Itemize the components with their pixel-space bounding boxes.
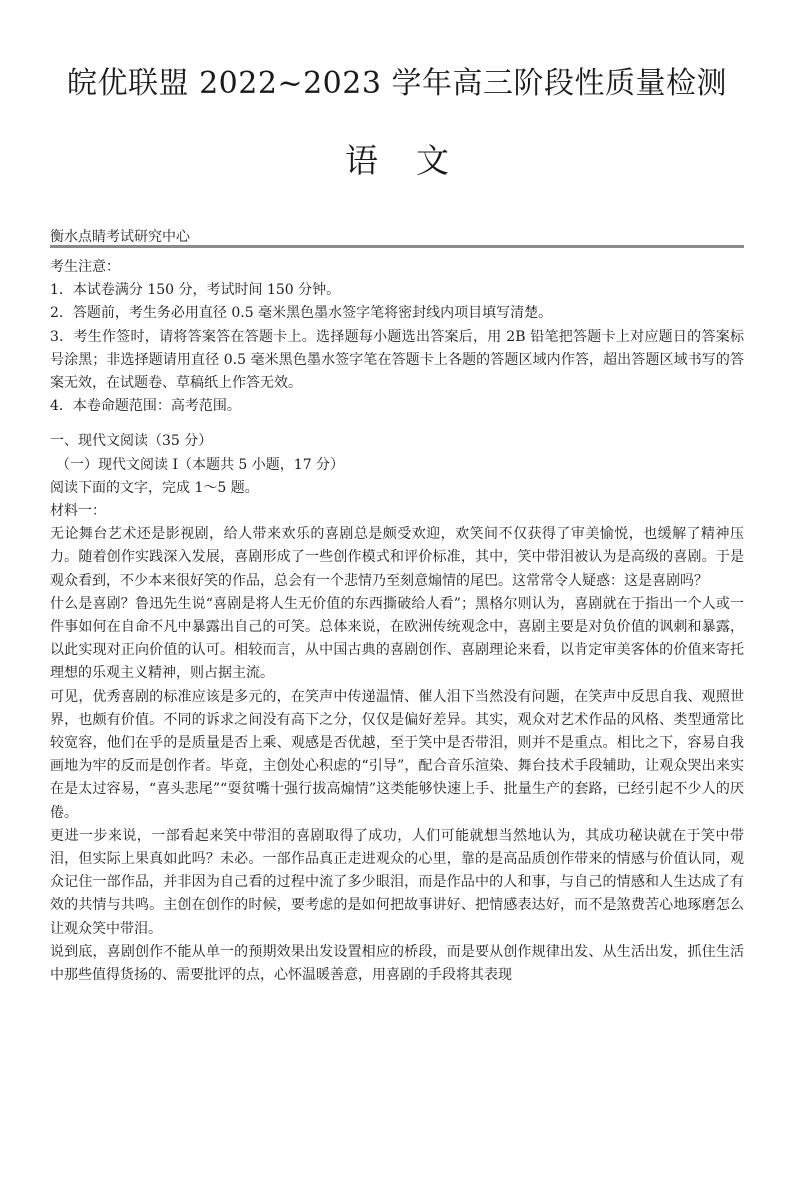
notice-item-2: 2．答题前，考生务必用直径 0.5 毫米黑色墨水签字笔将密封线内项目填写清楚。 [50, 305, 553, 322]
header-organization: 衡水点睛考试研究中心 [50, 229, 190, 245]
exam-title: 皖优联盟 2022~2023 学年高三阶段性质量检测 [67, 66, 727, 101]
section-subheading: （一）现代文阅读 I（本题共 5 小题，17 分） [56, 456, 345, 473]
passage-paragraph-5: 说到底，喜剧创作不能从单一的预期效果出发设置相应的桥段，而是要从创作规律出发、从生活出发，抓住生活中那些值得货扬的、需要批评的点，心怀温暖善意，用喜剧的手段将其表现 [50, 943, 744, 984]
passage-paragraph-3: 可见，优秀喜剧的标准应该是多元的，在笑声中传递温情、催人泪下当然没有问题，在笑声中反思自我、观照世界，也颇有价值。不同的诉求之间没有高下之分，仅仅是偏好差异。其实，观众对艺术作品的风格、类型通常比较宽容，他们在乎的是质量是否上乘、观感是否优越，至于笑中是否带泪，则并不是重点。相比之下，容易自我画地为牢的反而是创作者。毕竟，主创处心积虑的“引导”，配合音乐渲染、舞台技术手段辅助，让观众哭出来实在是太过容易，“喜头悲尾”“耍贫嘴十强行拔高煽情”这类能够快速上手、批量生产的套路，已经引起不少人的厌倦。 [50, 688, 744, 821]
passage-paragraph-2: 什么是喜剧？鲁迅先生说“喜剧是将人生无价值的东西撕破给人看”；黑格尔则认为，喜剧就在于指出一个人或一件事如何在自命不凡中暴露出自己的可笑。总体来说，在欧洲传统观念中，喜剧主要是对负价值的讽刺和暴露，以此实现对正向价值的认可。相较而言，从中国古典的喜剧创作、喜剧理论来看，以肯定审美客体的价值来寄托理想的乐观主义精神，则占据主流。 [50, 595, 744, 682]
section-heading: 一、现代文阅读（35 分） [50, 433, 213, 450]
notice-item-3: 3．考生作签时，请将答案答在答题卡上。选择题每小题选出答案后，用 2B 铅笔把答题卡上对应题日的答案标号涂黑；非选择题请用直径 0.5 毫米黑色墨水签字笔在答题卡上各题的答题区域内作答，超出答题区域书写的答案无效，在试题卷、草稿纸上作答无效。 [50, 328, 744, 392]
notice-item-1: 1．本试卷满分 150 分，考试时间 150 分钟。 [50, 282, 341, 299]
material-label: 材料一： [50, 503, 106, 520]
reading-instruction: 阅读下面的文字，完成 1～5 题。 [50, 479, 259, 496]
exam-body [50, 256, 744, 987]
header-rule [50, 245, 744, 248]
notice-heading: 考生注意： [50, 259, 120, 275]
passage-paragraph-1: 无论舞台艺术还是影视剧，给人带来欢乐的喜剧总是颇受欢迎，欢笑间不仅获得了审美愉悦，也缓解了精神压力。随着创作实践深入发展，喜剧形成了一些创作模式和评价标准，其中，笑中带泪被认为是高级的喜剧。于是观众看到，不少本来很好笑的作品，总会有一个悲情乃至刻意煽情的尾巴。这常常令人疑惑：这是喜剧吗？ [50, 526, 744, 589]
section-gap [50, 418, 744, 430]
passage-paragraph-4: 更进一步来说，一部看起来笑中带泪的喜剧取得了成功，人们可能就想当然地认为，其成功秘诀就在于笑中带泪，但实际上果真如此吗？未必。一部作品真正走进观众的心里，靠的是高品质创作带来的情感与价值认同，观众记住一部作品，并非因为自己看的过程中流了多少眼泪，而是作品中的人和事，与自己的情感和人生达成了有效的共情与共鸣。主创在创作的时候，要考虑的是如何把故事讲好、把情感表达好，而不是煞费苦心地琢磨怎么让观众笑中带泪。 [50, 827, 744, 937]
notice-item-4: 4．本卷命题范围：高考范围。 [50, 398, 241, 415]
subject-title: 语文 [345, 141, 487, 180]
